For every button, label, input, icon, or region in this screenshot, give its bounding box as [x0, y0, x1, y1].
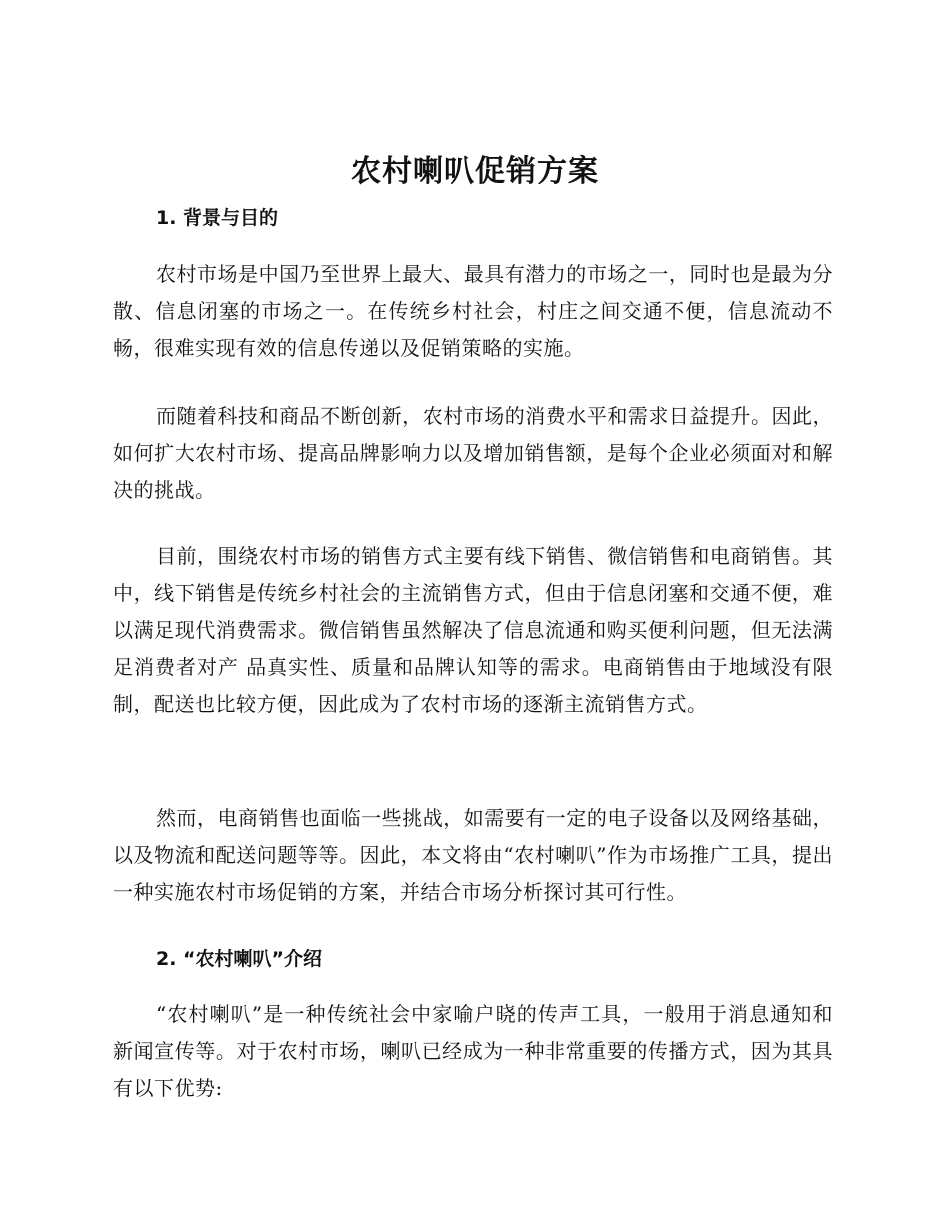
paragraph-innovation: 而随着科技和商品不断创新，农村市场的消费水平和需求日益提升。因此，如何扩大农村市场、提高品牌影响力以及增加销售额，是每个企业必须面对和解决的挑战。 [113, 404, 833, 502]
paragraph-loudspeaker-intro: “农村喇叭”是一种传统社会中家喻户晓的传声工具，一般用于消息通知和新闻宣传等。对于农村市场，喇叭已经成为一种非常重要的传播方式，因为其具有以下优势: [113, 1002, 833, 1100]
paragraph-rural-market: 农村市场是中国乃至世界上最大、最具有潜力的市场之一，同时也是最为分散、信息闭塞的市场之一。在传统乡村社会，村庄之间交通不便，信息流动不畅，很难实现有效的信息传递以及促销策略的实施。 [113, 262, 833, 360]
paragraph-ecommerce-challenges: 然而，电商销售也面临一些挑战，如需要有一定的电子设备以及网络基础，以及物流和配送问题等等。因此，本文将由“农村喇叭”作为市场推广工具，提出一种实施农村市场促销的方案，并结合市场分析探讨其可行性。 [113, 806, 833, 904]
section-heading-introduction: 2. “农村喇叭”介绍 [156, 948, 323, 970]
section-heading-background: 1. 背景与目的 [156, 207, 279, 229]
paragraph-sales-methods: 目前，围绕农村市场的销售方式主要有线下销售、微信销售和电商销售。其中，线下销售是传统乡村社会的主流销售方式，但由于信息闭塞和交通不便，难以满足现代消费需求。微信销售虽然解决了信息流通和购买便利问题，但无法满足消费者对产 品真实性、质量和品牌认知等的需求。电商销售由于地域没有限制，配送也比较方便，因此成为了农村市场的逐渐主流销售方式。 [113, 544, 833, 716]
document-title: 农村喇叭促销方案 [351, 154, 599, 189]
